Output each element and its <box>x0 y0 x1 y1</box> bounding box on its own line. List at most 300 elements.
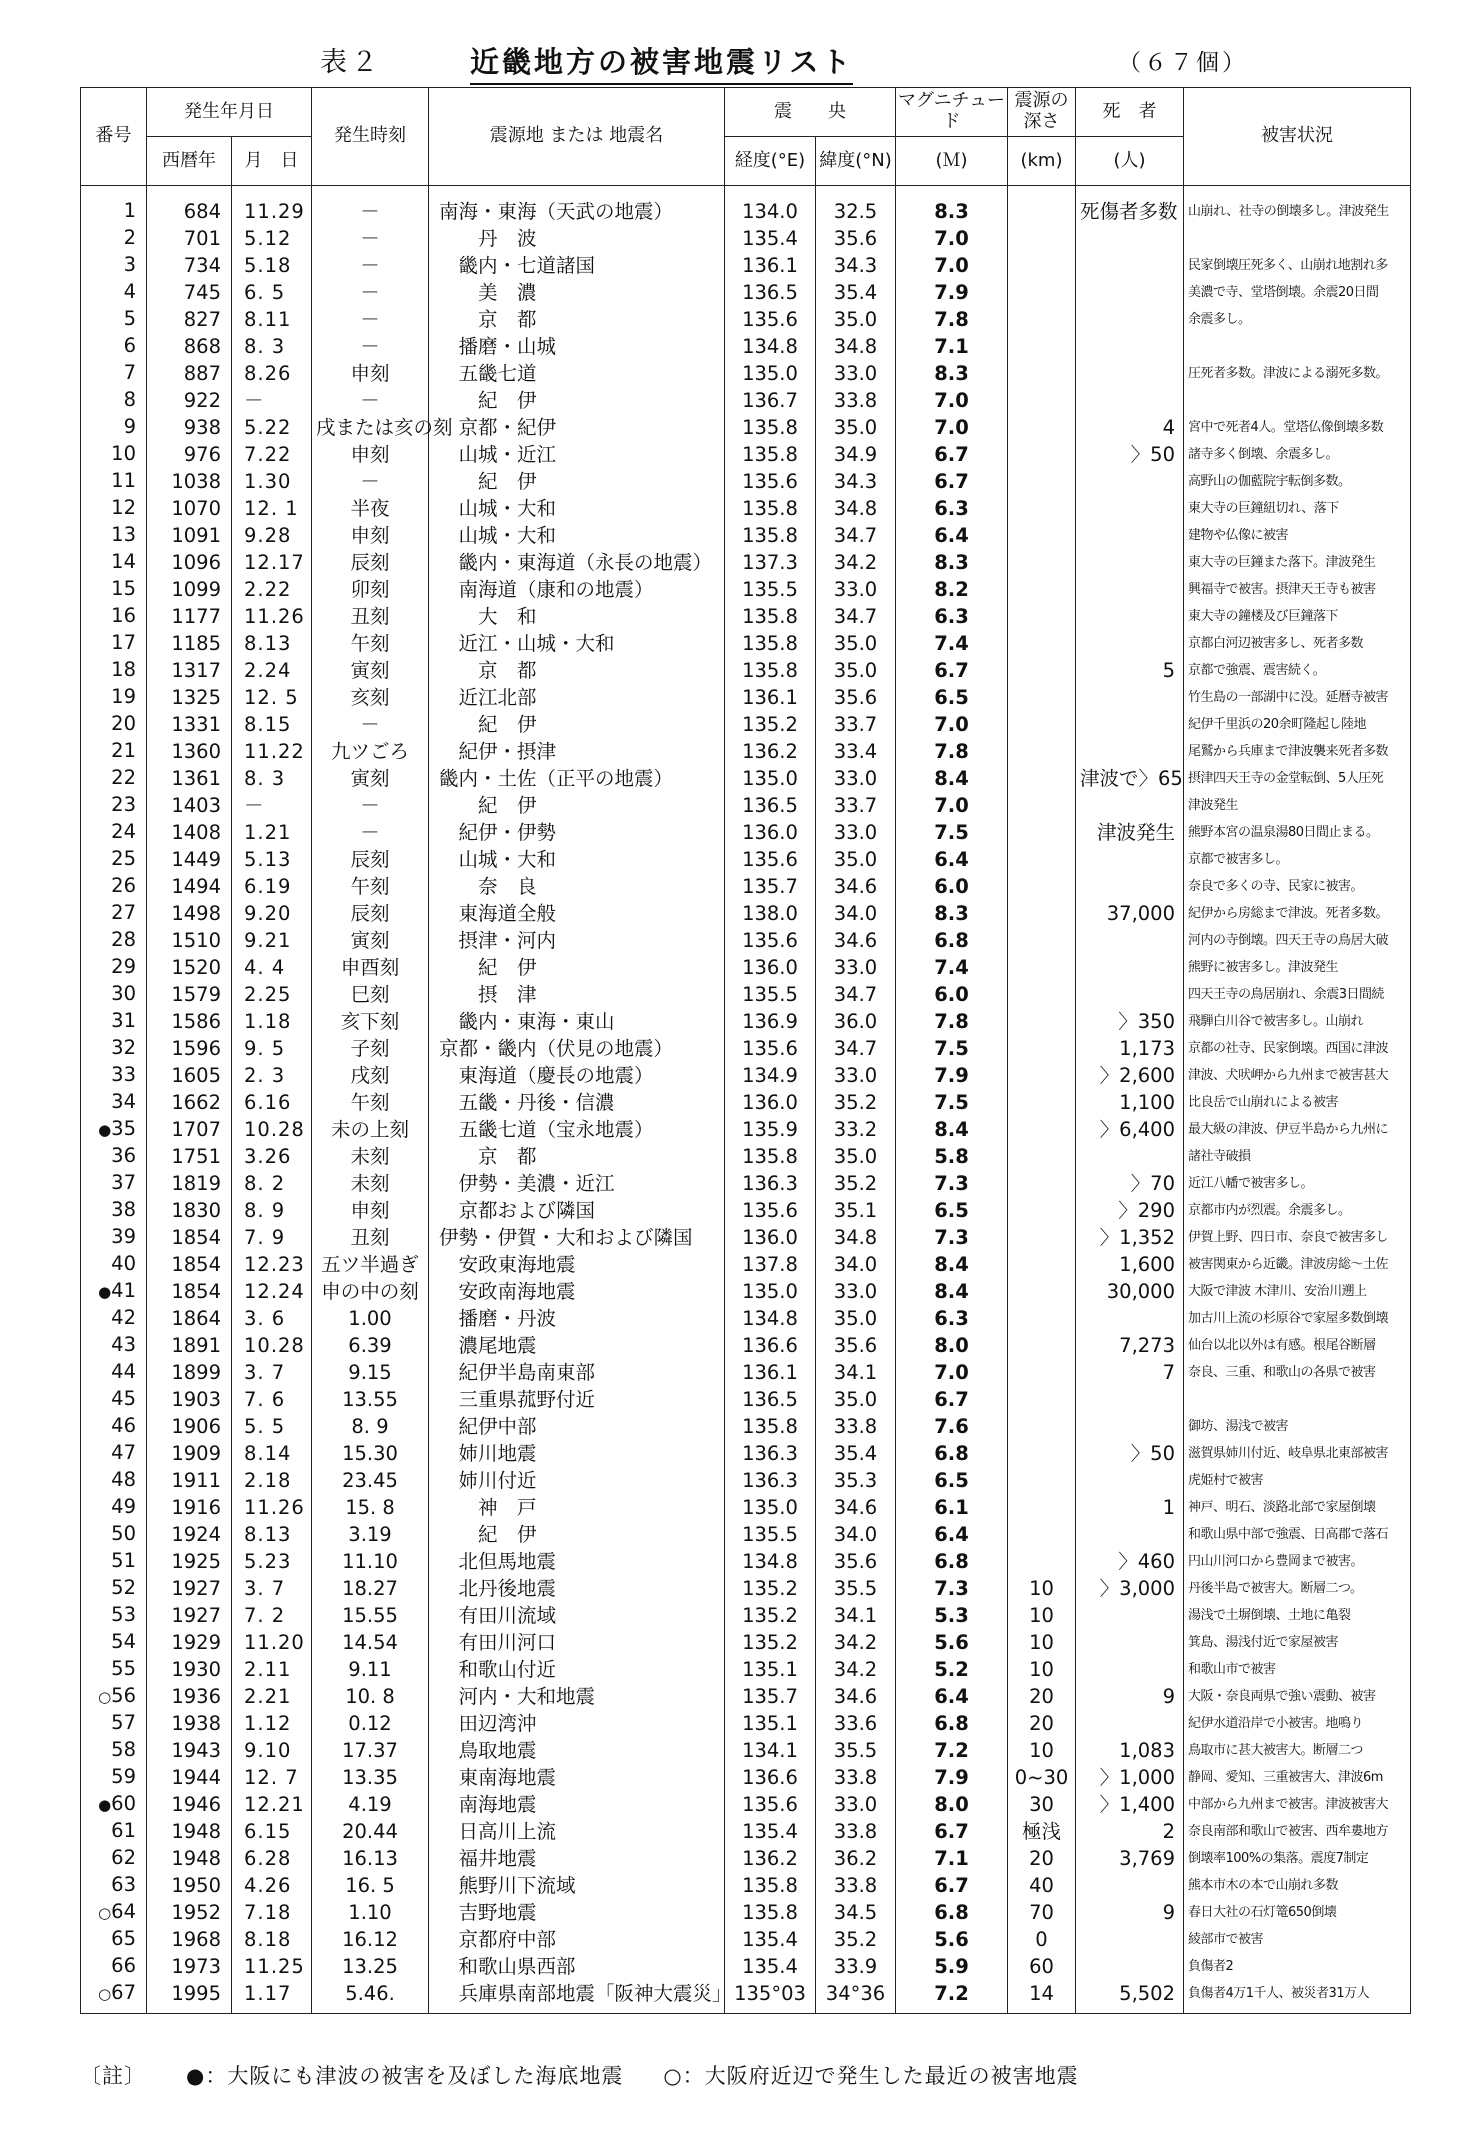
row-longitude: 135.8 <box>725 522 816 549</box>
row-longitude: 135.6 <box>725 1791 816 1818</box>
row-number <box>81 1089 147 1116</box>
row-depth <box>1008 1089 1076 1116</box>
row-deaths <box>1076 873 1184 900</box>
row-longitude: 135.1 <box>725 1656 816 1683</box>
row-month-day: 10.28 <box>232 1332 312 1359</box>
row-epicenter-name: 美 濃 <box>429 279 725 306</box>
row-deaths <box>1076 1467 1184 1494</box>
row-marker: ○ <box>98 1904 112 1922</box>
row-magnitude: 6.1 <box>896 1494 1008 1521</box>
row-damage: 奈良南部和歌山で被害、西牟婁地方 <box>1184 1818 1411 1845</box>
row-year: 1973 <box>147 1953 232 1980</box>
table-row <box>81 1143 1411 1170</box>
row-year: 976 <box>147 441 232 468</box>
row-month-day: 7. 6 <box>232 1386 312 1413</box>
row-number-text: 41 <box>111 1279 136 1302</box>
row-magnitude: 7.0 <box>896 792 1008 819</box>
row-number <box>81 1251 147 1278</box>
row-magnitude: 6.7 <box>896 468 1008 495</box>
row-depth <box>1008 738 1076 765</box>
row-time: 未刻 <box>312 1170 429 1197</box>
row-marker: ● <box>98 1121 112 1139</box>
row-epicenter-name: 兵庫県南部地震「阪神大震災」 <box>429 1980 725 2014</box>
row-year: 1099 <box>147 576 232 603</box>
row-magnitude: 6.5 <box>896 684 1008 711</box>
row-latitude: 35.4 <box>816 1440 896 1467</box>
row-latitude: 33.8 <box>816 1764 896 1791</box>
row-longitude: 135.5 <box>725 1521 816 1548</box>
row-epicenter-name: 畿内・東海道（永長の地震） <box>429 549 725 576</box>
row-epicenter-name: 山城・大和 <box>429 522 725 549</box>
row-deaths <box>1076 711 1184 738</box>
row-latitude: 34.8 <box>816 333 896 360</box>
row-time: 午刻 <box>312 1089 429 1116</box>
row-year: 1925 <box>147 1548 232 1575</box>
row-year: 1662 <box>147 1089 232 1116</box>
row-number-text: 6 <box>123 334 136 357</box>
row-latitude: 33.8 <box>816 387 896 414</box>
row-number-text: 44 <box>111 1360 136 1383</box>
row-epicenter-name: 近江・山城・大和 <box>429 630 725 657</box>
row-time: － <box>312 819 429 846</box>
row-time: 午刻 <box>312 630 429 657</box>
row-marker: ● <box>98 1283 112 1301</box>
row-damage: 比良岳で山崩れによる被害 <box>1184 1089 1411 1116</box>
table-row <box>81 1602 1411 1629</box>
row-month-day: 5.18 <box>232 252 312 279</box>
row-deaths <box>1076 1386 1184 1413</box>
row-longitude: 135.8 <box>725 630 816 657</box>
row-depth <box>1008 657 1076 684</box>
row-damage: 東大寺の鐘楼及び巨鐘落下 <box>1184 603 1411 630</box>
row-year: 1891 <box>147 1332 232 1359</box>
row-epicenter-name: 畿内・土佐（正平の地震） <box>429 765 725 792</box>
row-month-day: 8. 2 <box>232 1170 312 1197</box>
row-damage: 美濃で寺、堂塔倒壊。余震20日間 <box>1184 279 1411 306</box>
row-magnitude: 5.2 <box>896 1656 1008 1683</box>
row-marker: ○ <box>98 1688 112 1706</box>
table-row <box>81 1440 1411 1467</box>
row-deaths: 〉3,000 <box>1076 1575 1184 1602</box>
row-latitude: 34.7 <box>816 1035 896 1062</box>
table-row <box>81 711 1411 738</box>
row-damage: 伊賀上野、四日市、奈良で被害多し <box>1184 1224 1411 1251</box>
row-longitude: 135.8 <box>725 657 816 684</box>
row-number <box>81 819 147 846</box>
row-magnitude: 7.5 <box>896 819 1008 846</box>
row-damage: 熊本市木の本で山崩れ多数 <box>1184 1872 1411 1899</box>
row-number-text: 42 <box>111 1306 136 1329</box>
row-damage: 京都市内が烈震。余震多し。 <box>1184 1197 1411 1224</box>
row-time: 9.15 <box>312 1359 429 1386</box>
row-epicenter-name: 紀伊・摂津 <box>429 738 725 765</box>
row-magnitude: 7.1 <box>896 333 1008 360</box>
row-number <box>81 1440 147 1467</box>
row-epicenter-name: 京都・畿内（伏見の地震） <box>429 1035 725 1062</box>
row-magnitude: 5.9 <box>896 1953 1008 1980</box>
row-month-day: 1.12 <box>232 1710 312 1737</box>
table-row <box>81 1683 1411 1710</box>
row-time: 16.13 <box>312 1845 429 1872</box>
row-epicenter-name: 田辺湾沖 <box>429 1710 725 1737</box>
row-latitude: 33.0 <box>816 819 896 846</box>
row-latitude: 35.6 <box>816 1332 896 1359</box>
row-latitude: 34.7 <box>816 522 896 549</box>
row-damage: 湯浅で土塀倒壊、土地に亀裂 <box>1184 1602 1411 1629</box>
row-damage: 諸社寺破損 <box>1184 1143 1411 1170</box>
row-deaths <box>1076 1305 1184 1332</box>
row-longitude: 135.5 <box>725 576 816 603</box>
row-deaths <box>1076 1521 1184 1548</box>
row-epicenter-name: 丹 波 <box>429 225 725 252</box>
row-latitude: 33.0 <box>816 1062 896 1089</box>
row-number <box>81 1683 147 1710</box>
row-year: 1943 <box>147 1737 232 1764</box>
row-number-text: 55 <box>111 1657 136 1680</box>
row-magnitude: 6.7 <box>896 441 1008 468</box>
row-depth <box>1008 981 1076 1008</box>
row-damage: 大阪・奈良両県で強い震動、被害 <box>1184 1683 1411 1710</box>
row-damage: 紀伊水道沿岸で小被害。地鳴り <box>1184 1710 1411 1737</box>
row-epicenter-name: 播磨・丹波 <box>429 1305 725 1332</box>
row-damage: 興福寺で被害。摂津天王寺も被害 <box>1184 576 1411 603</box>
row-damage: 津波発生 <box>1184 792 1411 819</box>
row-longitude: 137.3 <box>725 549 816 576</box>
table-row <box>81 1332 1411 1359</box>
row-deaths: 〉350 <box>1076 1008 1184 1035</box>
row-longitude: 134.8 <box>725 333 816 360</box>
row-depth: 14 <box>1008 1980 1076 2014</box>
row-year: 701 <box>147 225 232 252</box>
row-number <box>81 1467 147 1494</box>
row-latitude: 33.0 <box>816 1278 896 1305</box>
row-longitude: 136.5 <box>725 792 816 819</box>
row-magnitude: 7.8 <box>896 1008 1008 1035</box>
header-no: 番号 <box>81 88 147 186</box>
row-magnitude: 7.0 <box>896 252 1008 279</box>
row-year: 868 <box>147 333 232 360</box>
row-damage: 被害関東から近畿。津波房総～土佐 <box>1184 1251 1411 1278</box>
row-deaths <box>1076 1953 1184 1980</box>
row-time: 1.00 <box>312 1305 429 1332</box>
row-longitude: 135.0 <box>725 1494 816 1521</box>
row-magnitude: 7.0 <box>896 1359 1008 1386</box>
row-month-day: 2.25 <box>232 981 312 1008</box>
row-damage: 近江八幡で被害多し。 <box>1184 1170 1411 1197</box>
row-time: 13.25 <box>312 1953 429 1980</box>
row-longitude: 135.6 <box>725 468 816 495</box>
row-epicenter-name: 紀 伊 <box>429 1521 725 1548</box>
row-number-text: 27 <box>111 901 136 924</box>
row-magnitude: 7.1 <box>896 1845 1008 1872</box>
row-epicenter-name: 河内・大和地震 <box>429 1683 725 1710</box>
row-number-text: 54 <box>111 1630 136 1653</box>
row-month-day: 5. 5 <box>232 1413 312 1440</box>
row-number-text: 59 <box>111 1765 136 1788</box>
row-longitude: 135.4 <box>725 1926 816 1953</box>
row-longitude: 135.8 <box>725 1872 816 1899</box>
row-year: 1916 <box>147 1494 232 1521</box>
row-depth: 10 <box>1008 1656 1076 1683</box>
row-latitude: 35.0 <box>816 414 896 441</box>
row-deaths <box>1076 468 1184 495</box>
row-number <box>81 576 147 603</box>
row-deaths: 9 <box>1076 1899 1184 1926</box>
row-damage: 圧死者多数。津波による溺死多数。 <box>1184 360 1411 387</box>
row-number <box>81 1386 147 1413</box>
row-longitude: 135.6 <box>725 1197 816 1224</box>
row-longitude: 136.0 <box>725 1224 816 1251</box>
row-number <box>81 657 147 684</box>
table-row <box>81 819 1411 846</box>
row-longitude: 136.1 <box>725 684 816 711</box>
row-damage: 御坊、湯浅で被害 <box>1184 1413 1411 1440</box>
row-time: － <box>312 333 429 360</box>
row-year: 1948 <box>147 1818 232 1845</box>
row-year: 1968 <box>147 1926 232 1953</box>
row-epicenter-name: 京都府中部 <box>429 1926 725 1953</box>
header-latitude: 緯度(°N) <box>816 137 896 186</box>
row-number-text: 19 <box>111 685 136 708</box>
row-time: － <box>312 186 429 226</box>
row-marker: ○ <box>98 1985 112 2003</box>
row-depth <box>1008 468 1076 495</box>
row-epicenter-name: 紀 伊 <box>429 468 725 495</box>
row-number-text: 43 <box>111 1333 136 1356</box>
row-year: 1854 <box>147 1278 232 1305</box>
row-damage: 綾部市で被害 <box>1184 1926 1411 1953</box>
row-year: 1864 <box>147 1305 232 1332</box>
row-damage: 大阪で津波 木津川、安治川遡上 <box>1184 1278 1411 1305</box>
row-time: 五ツ半過ぎ <box>312 1251 429 1278</box>
table-row <box>81 1197 1411 1224</box>
row-depth <box>1008 1548 1076 1575</box>
row-number-text: 21 <box>111 739 136 762</box>
row-month-day: 4. 4 <box>232 954 312 981</box>
row-month-day: 12. 5 <box>232 684 312 711</box>
table-row <box>81 279 1411 306</box>
row-month-day: 4.26 <box>232 1872 312 1899</box>
row-deaths: 4 <box>1076 414 1184 441</box>
row-number-text: 31 <box>111 1009 136 1032</box>
row-epicenter-name: 山城・近江 <box>429 441 725 468</box>
row-magnitude: 8.0 <box>896 1791 1008 1818</box>
row-epicenter-name: 三重県菰野付近 <box>429 1386 725 1413</box>
row-damage: 最大級の津波、伊豆半島から九州に <box>1184 1116 1411 1143</box>
row-time: 0.12 <box>312 1710 429 1737</box>
row-time: 戌または亥の刻 <box>312 414 429 441</box>
row-number <box>81 1791 147 1818</box>
row-longitude: 136.0 <box>725 1089 816 1116</box>
row-latitude: 34.7 <box>816 603 896 630</box>
row-magnitude: 6.3 <box>896 1305 1008 1332</box>
row-number-text: 60 <box>111 1792 136 1815</box>
row-damage <box>1184 333 1411 360</box>
row-damage: 鳥取市に甚大被害大。断層二つ <box>1184 1737 1411 1764</box>
row-number <box>81 1899 147 1926</box>
row-depth: 40 <box>1008 1872 1076 1899</box>
row-depth <box>1008 1521 1076 1548</box>
table-row <box>81 846 1411 873</box>
row-longitude: 136.5 <box>725 279 816 306</box>
row-latitude: 34.0 <box>816 900 896 927</box>
table-row <box>81 1521 1411 1548</box>
row-depth <box>1008 630 1076 657</box>
row-deaths <box>1076 576 1184 603</box>
row-number <box>81 279 147 306</box>
row-damage: 津波、犬吠岬から九州まで被害甚大 <box>1184 1062 1411 1089</box>
table-row <box>81 1629 1411 1656</box>
row-latitude: 34°36 <box>816 1980 896 2014</box>
row-magnitude: 7.9 <box>896 279 1008 306</box>
row-longitude: 135.7 <box>725 1683 816 1710</box>
row-latitude: 34.7 <box>816 981 896 1008</box>
header-magnitude: マグニチュード <box>896 88 1008 137</box>
row-magnitude: 6.0 <box>896 981 1008 1008</box>
row-month-day: 3. 7 <box>232 1575 312 1602</box>
row-magnitude: 6.5 <box>896 1197 1008 1224</box>
row-number <box>81 1116 147 1143</box>
header-depth: 震源の深さ <box>1008 88 1076 137</box>
row-epicenter-name: 大 和 <box>429 603 725 630</box>
row-longitude: 135.5 <box>725 981 816 1008</box>
row-epicenter-name: 北丹後地震 <box>429 1575 725 1602</box>
row-longitude: 136.0 <box>725 954 816 981</box>
row-deaths: 〉6,400 <box>1076 1116 1184 1143</box>
row-month-day: 6.15 <box>232 1818 312 1845</box>
row-year: 887 <box>147 360 232 387</box>
row-number <box>81 387 147 414</box>
row-deaths: 30,000 <box>1076 1278 1184 1305</box>
row-number <box>81 684 147 711</box>
row-year: 1929 <box>147 1629 232 1656</box>
row-epicenter-name: 播磨・山城 <box>429 333 725 360</box>
header-depth-unit: (km) <box>1008 137 1076 186</box>
row-number-text: 12 <box>111 496 136 519</box>
row-longitude: 135.7 <box>725 873 816 900</box>
row-time: 17.37 <box>312 1737 429 1764</box>
row-number-text: 67 <box>111 1981 136 2004</box>
table-row <box>81 1116 1411 1143</box>
row-latitude: 33.0 <box>816 360 896 387</box>
table-row <box>81 1413 1411 1440</box>
table-row <box>81 1035 1411 1062</box>
table-row <box>81 1656 1411 1683</box>
row-longitude: 136.5 <box>725 1386 816 1413</box>
row-magnitude: 8.2 <box>896 576 1008 603</box>
row-damage: 負傷者2 <box>1184 1953 1411 1980</box>
row-longitude: 135.4 <box>725 1953 816 1980</box>
row-deaths <box>1076 279 1184 306</box>
row-longitude: 135.8 <box>725 603 816 630</box>
row-damage: 河内の寺倒壊。四天王寺の鳥居大破 <box>1184 927 1411 954</box>
row-number <box>81 792 147 819</box>
row-magnitude: 5.6 <box>896 1926 1008 1953</box>
row-number <box>81 495 147 522</box>
table-row <box>81 1008 1411 1035</box>
row-epicenter-name: 有田川河口 <box>429 1629 725 1656</box>
row-month-day: 7.18 <box>232 1899 312 1926</box>
row-number-text: 62 <box>111 1846 136 1869</box>
row-depth <box>1008 279 1076 306</box>
row-month-day: 10.28 <box>232 1116 312 1143</box>
row-longitude: 136.9 <box>725 1008 816 1035</box>
row-magnitude: 8.4 <box>896 1278 1008 1305</box>
row-longitude: 136.3 <box>725 1440 816 1467</box>
row-damage: 円山川河口から豊岡まで被害。 <box>1184 1548 1411 1575</box>
row-latitude: 34.8 <box>816 495 896 522</box>
row-year: 1185 <box>147 630 232 657</box>
row-magnitude: 6.3 <box>896 495 1008 522</box>
row-damage: 神戸、明石、淡路北部で家屋倒壊 <box>1184 1494 1411 1521</box>
row-number <box>81 1332 147 1359</box>
row-longitude: 135.4 <box>725 225 816 252</box>
row-longitude: 137.8 <box>725 1251 816 1278</box>
row-time: 13.55 <box>312 1386 429 1413</box>
row-deaths: 5 <box>1076 657 1184 684</box>
row-year: 1936 <box>147 1683 232 1710</box>
row-latitude: 35.0 <box>816 1305 896 1332</box>
row-deaths: 〉70 <box>1076 1170 1184 1197</box>
row-deaths: 9 <box>1076 1683 1184 1710</box>
row-depth <box>1008 1413 1076 1440</box>
row-latitude: 34.1 <box>816 1359 896 1386</box>
row-year: 1819 <box>147 1170 232 1197</box>
row-longitude: 136.6 <box>725 1332 816 1359</box>
row-year: 1948 <box>147 1845 232 1872</box>
row-number <box>81 1764 147 1791</box>
row-depth: 20 <box>1008 1845 1076 1872</box>
row-year: 1605 <box>147 1062 232 1089</box>
row-number <box>81 549 147 576</box>
row-year: 1854 <box>147 1224 232 1251</box>
row-month-day: 8.18 <box>232 1926 312 1953</box>
row-epicenter-name: 吉野地震 <box>429 1899 725 1926</box>
row-number <box>81 1872 147 1899</box>
row-number <box>81 765 147 792</box>
row-depth: 60 <box>1008 1953 1076 1980</box>
row-magnitude: 7.2 <box>896 1980 1008 2014</box>
row-magnitude: 6.4 <box>896 1521 1008 1548</box>
row-longitude: 138.0 <box>725 900 816 927</box>
row-damage: 静岡、愛知、三重被害大、津波6m <box>1184 1764 1411 1791</box>
table-row <box>81 1980 1411 2014</box>
table-row <box>81 765 1411 792</box>
row-longitude: 134.8 <box>725 1548 816 1575</box>
row-deaths <box>1076 522 1184 549</box>
row-time: 申刻 <box>312 360 429 387</box>
header-time: 発生時刻 <box>312 88 429 186</box>
row-time: 11.10 <box>312 1548 429 1575</box>
header-year: 西暦年 <box>147 137 232 186</box>
page-title: 近畿地方の被害地震リスト <box>470 40 853 85</box>
row-time: 3.19 <box>312 1521 429 1548</box>
row-deaths <box>1076 252 1184 279</box>
row-number-text: 18 <box>111 658 136 681</box>
row-longitude: 135.1 <box>725 1710 816 1737</box>
row-latitude: 34.2 <box>816 1629 896 1656</box>
row-magnitude: 7.5 <box>896 1035 1008 1062</box>
row-time: 子刻 <box>312 1035 429 1062</box>
row-number-text: 15 <box>111 577 136 600</box>
row-epicenter-name: 紀 伊 <box>429 387 725 414</box>
row-number <box>81 1413 147 1440</box>
row-number-text: 53 <box>111 1603 136 1626</box>
row-depth <box>1008 360 1076 387</box>
row-deaths: 〉50 <box>1076 441 1184 468</box>
row-number-text: 29 <box>111 955 136 978</box>
row-year: 1995 <box>147 1980 232 2014</box>
